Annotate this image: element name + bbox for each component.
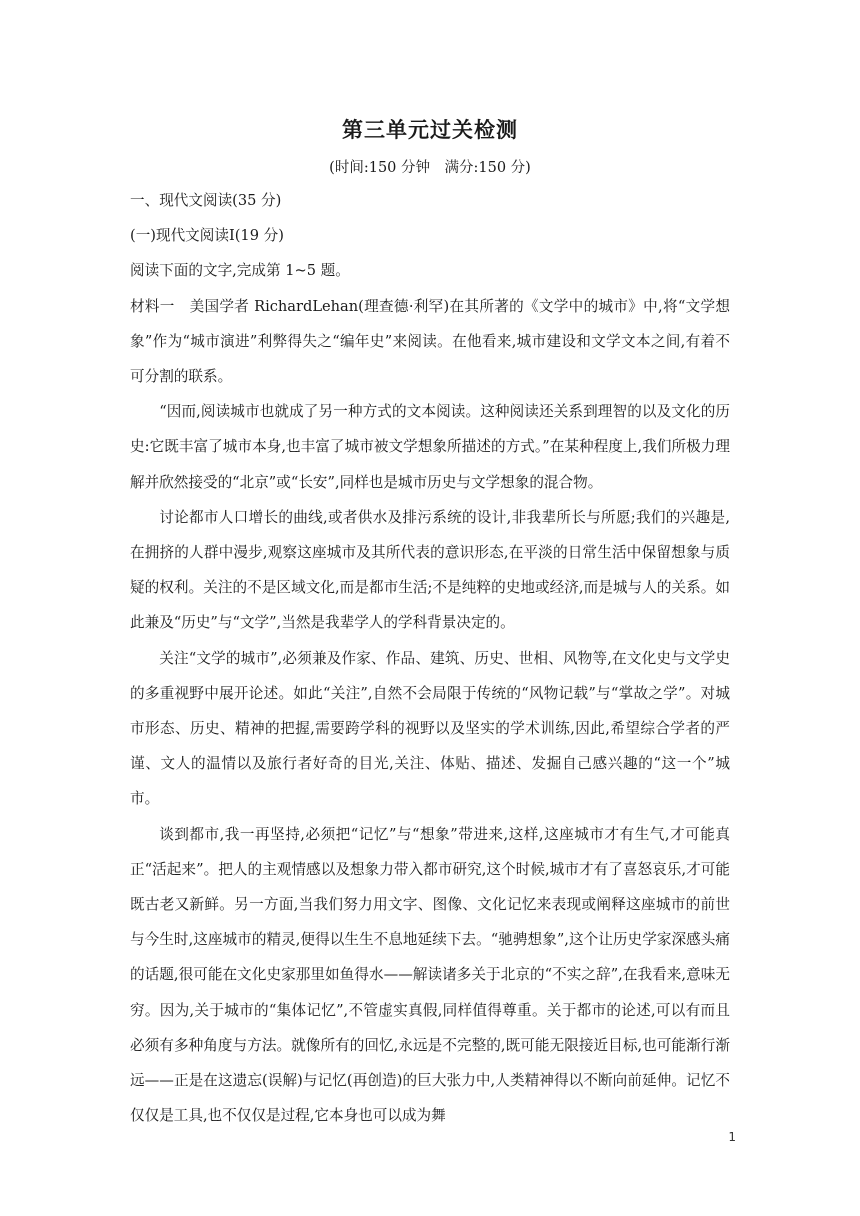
exam-time-score: (时间:150 分钟 满分:150 分) [329,160,531,176]
document-title: 第三单元过关检测 [342,118,518,142]
subsection-heading: (一)现代文阅读Ⅰ(19 分) [130,227,284,245]
paragraph-material-one: 材料一 美国学者 RichardLehan(理查德·利罕)在其所著的《文学中的城市》中,将“文学想象”作为“城市演进”利弊得失之“编年史”来阅读。在他看来,城市建设和文学文本之间,有着不可分割的联系。 [130,297,730,386]
paragraph: 谈到都市,我一再坚持,必须把“记忆”与“想象”带进来,这样,这座城市才有生气,才可能真正“活起来”。把人的主观情感以及想象力带入都市研究,这个时候,城市才有了喜怒哀乐,才可能既古老又新鲜。另一方面,当我们努力用文字、图像、文化记忆来表现或阐释这座城市的前世与今生时,这座城市的精灵,便得以生生不息地延续下去。“驰骋想象”,这个让历史学家深感头痛的话题,很可能在文化史家那里如鱼得水——解读诸多关于北京的“不实之辞”,在我看来,意味无穷。因为,关于城市的“集体记忆”,不管虚实真假,同样值得尊重。关于都市的论述,可以有而且必须有多种角度与方法。就像所有的回忆,永远是不完整的,既可能无限接近目标,也可能渐行渐远——正是在这遗忘(误解)与记忆(再创造)的巨大张力中,人类精神得以不断向前延伸。记忆不仅仅是工具,也不仅仅是过程,它本身也可以成为舞 [130,825,730,1125]
page-number: 1 [728,1130,736,1144]
paragraph: 关注“文学的城市”,必须兼及作家、作品、建筑、历史、世相、风物等,在文化史与文学史的多重视野中展开论述。如此“关注”,自然不会局限于传统的“风物记载”与“掌故之学”。对城市形态、历史、精神的把握,需要跨学科的视野以及坚实的学术训练,因此,希望综合学者的严谨、文人的温情以及旅行者好奇的目光,关注、体贴、描述、发掘自己感兴趣的“这一个”城市。 [130,649,730,808]
reading-instruction: 阅读下面的文字,完成第 1~5 题。 [130,262,350,280]
paragraph: 讨论都市人口增长的曲线,或者供水及排污系统的设计,非我辈所长与所愿;我们的兴趣是,在拥挤的人群中漫步,观察这座城市及其所代表的意识形态,在平淡的日常生活中保留想象与质疑的权利。关注的不是区域文化,而是都市生活;不是纯粹的史地或经济,而是城与人的关系。如此兼及“历史”与“文学”,当然是我辈学人的学科背景决定的。 [130,508,730,632]
section-heading: 一、现代文阅读(35 分) [130,192,282,209]
paragraph: “因而,阅读城市也就成了另一种方式的文本阅读。这种阅读还关系到理智的以及文化的历史:它既丰富了城市本身,也丰富了城市被文学想象所描述的方式。”在某种程度上,我们所极力理解并欣然接受的“北京”或“长安”,同样也是城市历史与文学想象的混合物。 [130,403,730,491]
document-body [130,183,730,1133]
